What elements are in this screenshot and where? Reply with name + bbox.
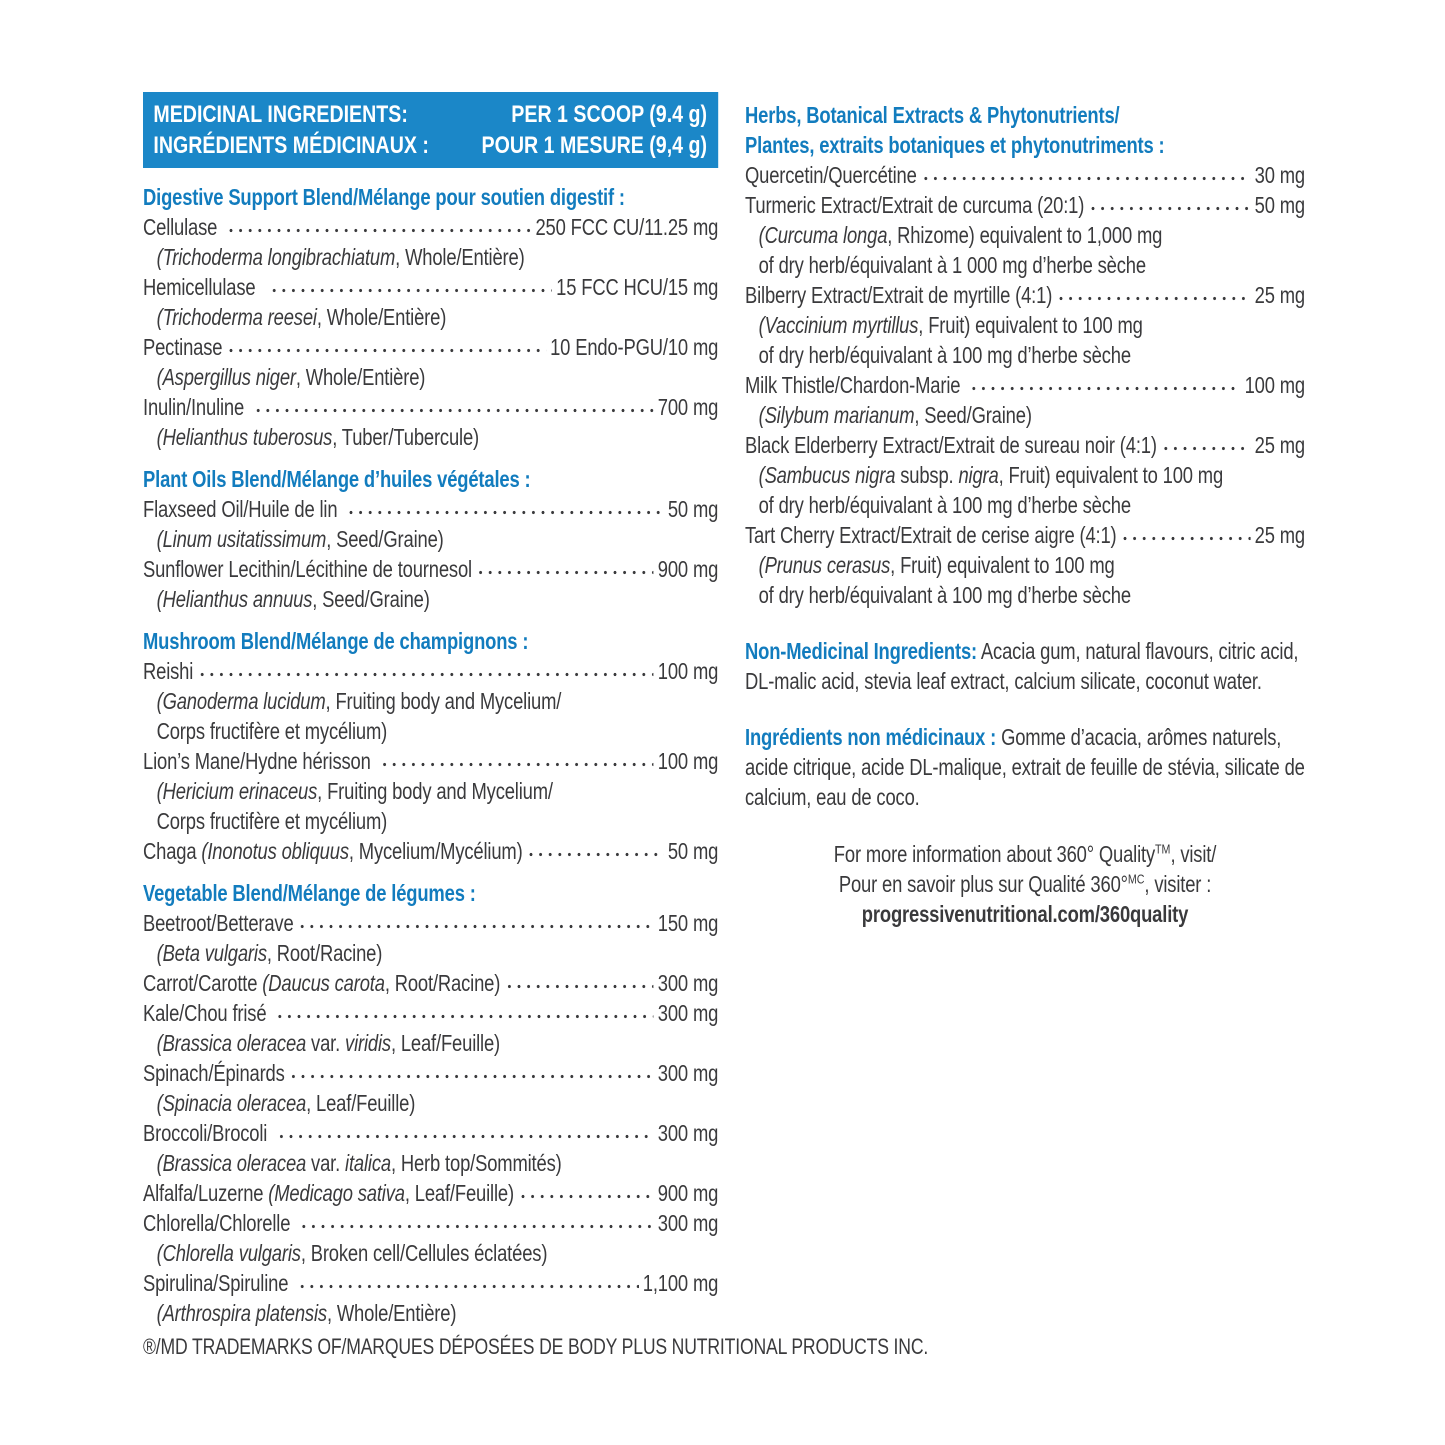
text-segment: (Trichoderma longibrachiatum xyxy=(156,244,396,270)
ingredient-amount: 50 mg xyxy=(667,838,719,864)
dot-leader xyxy=(921,160,1251,190)
ingredient-amount: 300 mg xyxy=(657,1210,719,1236)
header-row-en xyxy=(153,99,707,130)
text-segment: Corps fructifère et mycélium) xyxy=(156,718,388,744)
ingredient-amount: 150 mg xyxy=(657,910,719,936)
ingredient-name xyxy=(143,998,271,1028)
text-segment: (Medicago sativa xyxy=(268,1180,405,1206)
ingredient-name xyxy=(143,332,222,362)
ingredient-amount: 700 mg xyxy=(657,394,719,420)
ingredient-source-line xyxy=(143,524,718,554)
ingredient-name xyxy=(143,836,523,866)
text-segment: , Mycelium/Mycélium) xyxy=(348,838,523,864)
dot-leader xyxy=(346,494,663,524)
dot-leader xyxy=(289,1058,654,1088)
ingredient-name xyxy=(745,430,1157,460)
text-segment: , Rhizome) equivalent to 1,000 mg xyxy=(887,222,1163,248)
ingredient-name xyxy=(745,280,1052,310)
text-segment: Corps fructifère et mycélium) xyxy=(156,808,388,834)
dot-leader xyxy=(299,1208,654,1238)
ingredient-row xyxy=(143,554,718,584)
ingredient-source-line xyxy=(745,250,1305,280)
quality-info-line xyxy=(745,899,1305,929)
text-segment: , Fruiting body and Mycelium/ xyxy=(317,778,553,804)
text-segment: , Fruiting body and Mycelium/ xyxy=(325,688,562,714)
ingredient-name xyxy=(143,656,193,686)
dot-leader xyxy=(1161,430,1251,460)
ingredient-amount: 300 mg xyxy=(657,1120,719,1146)
ingredient-amount: 900 mg xyxy=(657,556,719,582)
text-segment: var. xyxy=(306,1150,346,1176)
ingredient-source-line xyxy=(143,362,718,392)
ingredient-amount: 15 FCC HCU/15 mg xyxy=(556,274,719,300)
text-segment: of dry herb/équivalant à 100 mg d’herbe sèche xyxy=(758,492,1131,518)
ingredient-name xyxy=(143,1058,285,1088)
text-segment: (Sambucus nigra xyxy=(758,462,896,488)
text-segment: (Prunus cerasus xyxy=(758,552,891,578)
text-segment: (Arthrospira platensis xyxy=(156,1300,327,1326)
text-segment: , Whole/Entière) xyxy=(295,364,426,390)
dot-leader xyxy=(1088,190,1250,220)
text-segment: , Seed/Graine) xyxy=(312,586,430,612)
text-segment: progressivenutritional.com/360quality xyxy=(861,901,1189,927)
ingredient-name xyxy=(143,1178,514,1208)
ingredient-amount: 50 mg xyxy=(667,496,719,522)
ingredient-source-line xyxy=(143,584,718,614)
dot-leader xyxy=(298,908,654,938)
ingredient-name xyxy=(143,272,265,302)
non-medicinal-paragraph xyxy=(745,636,1305,696)
right-ingredient-sections xyxy=(745,100,1305,610)
ingredient-source-line xyxy=(745,550,1305,580)
text-segment: of dry herb/équivalant à 100 mg d’herbe sèche xyxy=(758,582,1131,608)
dot-leader xyxy=(276,1118,654,1148)
dot-leader xyxy=(504,968,654,998)
text-segment: Spinach/Épinards xyxy=(143,1060,285,1086)
text-segment: (Chlorella vulgaris xyxy=(156,1240,301,1266)
ingredient-name xyxy=(745,370,965,400)
text-segment: , Fruit) equivalent to 100 mg xyxy=(998,462,1224,488)
ingredient-row xyxy=(143,1118,718,1148)
text-segment: , Seed/Graine) xyxy=(326,526,444,552)
text-segment: Black Elderberry Extract/Extrait de sureau noir (4:1) xyxy=(745,432,1157,458)
section-heading-line: Digestive Support Blend/Mélange pour soutien digestif : xyxy=(143,184,625,210)
text-segment: of dry herb/équivalant à 1 000 mg d’herbe sèche xyxy=(758,252,1146,278)
text-segment: Pectinase xyxy=(143,334,223,360)
text-segment: , visiter : xyxy=(1144,871,1212,897)
ingredient-section xyxy=(143,182,718,452)
text-segment: Milk Thistle/Chardon-Marie xyxy=(745,372,966,398)
left-ingredient-sections xyxy=(143,182,718,1328)
ingredient-source-line xyxy=(745,460,1305,490)
dot-leader xyxy=(297,1268,639,1298)
text-segment: (Beta vulgaris xyxy=(156,940,267,966)
medicinal-ingredients-header xyxy=(143,92,718,168)
ingredient-source-line xyxy=(143,806,718,836)
dot-leader xyxy=(269,272,552,302)
quality-info-block xyxy=(745,839,1305,929)
text-segment: (Helianthus annuus xyxy=(156,586,313,612)
ingredient-section xyxy=(143,626,718,866)
ingredient-row xyxy=(745,370,1305,400)
text-segment: , Fruit) equivalent to 100 mg xyxy=(918,312,1143,338)
ingredient-amount: 100 mg xyxy=(657,658,719,684)
header-serving-fr: POUR 1 MESURE (9,4 g) xyxy=(481,132,707,159)
paragraph-text: Acacia gum, natural flavours, citric acid, DL-malic acid, stevia leaf extract, calcium silicate, coconut water. xyxy=(745,638,1299,694)
dot-leader xyxy=(226,212,531,242)
dot-leader xyxy=(476,554,654,584)
text-segment: (Inonotus obliquus xyxy=(201,838,349,864)
ingredient-source-line xyxy=(745,340,1305,370)
dot-leader xyxy=(380,746,654,776)
dot-leader xyxy=(253,392,654,422)
right-column xyxy=(745,100,1305,929)
ingredient-source-line xyxy=(745,400,1305,430)
text-segment: Bilberry Extract/Extrait de myrtille (4:1) xyxy=(745,282,1053,308)
text-segment: (Vaccinium myrtillus xyxy=(758,312,919,338)
text-segment: , Root/Racine) xyxy=(266,940,383,966)
ingredient-source-line xyxy=(143,1298,718,1328)
ingredient-row xyxy=(143,332,718,362)
left-column xyxy=(143,92,718,1328)
section-heading-line: Vegetable Blend/Mélange de légumes : xyxy=(143,880,476,906)
ingredient-source-line xyxy=(143,716,718,746)
ingredient-row xyxy=(143,656,718,686)
text-segment: Broccoli/Brocoli xyxy=(143,1120,273,1146)
text-segment: (Helianthus tuberosus xyxy=(156,424,333,450)
section-heading-line: Plantes, extraits botaniques et phytonutriments : xyxy=(745,132,1165,158)
ingredient-name xyxy=(143,392,249,422)
quality-info-line xyxy=(745,839,1305,869)
text-segment: (Brassica oleracea xyxy=(156,1150,307,1176)
text-segment: , visit/ xyxy=(1170,841,1217,867)
ingredient-row xyxy=(143,272,718,302)
ingredient-name xyxy=(143,494,342,524)
ingredient-source-line xyxy=(143,422,718,452)
ingredient-source-line xyxy=(143,938,718,968)
dot-leader xyxy=(275,998,653,1028)
ingredient-amount: 25 mg xyxy=(1254,432,1305,458)
text-segment: (Spinacia oleracea xyxy=(156,1090,307,1116)
text-segment: Beetroot/Betterave xyxy=(143,910,294,936)
dot-leader xyxy=(1121,520,1251,550)
text-segment: italica xyxy=(345,1150,391,1176)
ingredient-source-line xyxy=(143,1028,718,1058)
text-segment: Lion’s Mane/Hydne hérisson xyxy=(143,748,376,774)
text-segment: of dry herb/équivalant à 100 mg d’herbe sèche xyxy=(758,342,1131,368)
text-segment: (Trichoderma reesei xyxy=(156,304,317,330)
ingredient-amount: 100 mg xyxy=(657,748,719,774)
text-segment: (Curcuma longa xyxy=(758,222,888,248)
header-row-fr xyxy=(153,130,707,161)
ingredient-source-line xyxy=(143,1088,718,1118)
text-segment: Alfalfa/Luzerne xyxy=(143,1180,269,1206)
ingredient-amount: 300 mg xyxy=(657,1000,719,1026)
ingredient-name xyxy=(143,1118,272,1148)
dot-leader xyxy=(197,656,654,686)
section-heading-line: Plant Oils Blend/Mélange d’huiles végétales : xyxy=(143,466,531,492)
ingredient-source-line xyxy=(143,302,718,332)
text-segment: , Root/Racine) xyxy=(384,970,501,996)
text-segment: (Aspergillus niger xyxy=(156,364,296,390)
ingredient-row xyxy=(745,280,1305,310)
ingredient-source-line xyxy=(143,776,718,806)
text-segment: Flaxseed Oil/Huile de lin xyxy=(143,496,343,522)
text-segment: Cellulase xyxy=(143,214,223,240)
text-segment: , Whole/Entière) xyxy=(395,244,525,270)
quality-info-line xyxy=(745,869,1305,899)
text-segment: , Tuber/Tubercule) xyxy=(332,424,480,450)
ingredient-name xyxy=(143,968,500,998)
text-segment: For more information about 360° Quality xyxy=(833,841,1156,867)
text-segment: nigra xyxy=(958,462,999,488)
text-segment: (Ganoderma lucidum xyxy=(156,688,326,714)
paragraph-text: Gomme d’acacia, arômes naturels, acide citrique, acide DL-malique, extrait de feuille de stévia, silicate de calcium, eau de coco. xyxy=(745,724,1305,810)
ingredient-amount: 25 mg xyxy=(1254,522,1305,548)
ingredient-source-line xyxy=(745,490,1305,520)
text-segment: Chaga xyxy=(143,838,202,864)
paragraph-lead: Ingrédients non médicinaux : xyxy=(745,724,997,750)
text-segment: (Brassica oleracea xyxy=(156,1030,307,1056)
text-segment: , Leaf/Feuille) xyxy=(404,1180,514,1206)
ingredient-row xyxy=(143,908,718,938)
ingredient-row xyxy=(143,998,718,1028)
non-medicinal-paragraph xyxy=(745,722,1305,812)
text-segment: Chlorella/Chlorelle xyxy=(143,1210,296,1236)
text-segment: Inulin/Inuline xyxy=(143,394,250,420)
ingredient-row xyxy=(143,1268,718,1298)
ingredient-name xyxy=(143,554,472,584)
section-heading-line: Herbs, Botanical Extracts & Phytonutrients/ xyxy=(745,102,1120,128)
non-medicinal-paragraphs xyxy=(745,636,1305,812)
ingredient-source-line xyxy=(745,310,1305,340)
ingredient-amount: 25 mg xyxy=(1254,282,1305,308)
text-segment: , Whole/Entière) xyxy=(316,304,447,330)
ingredient-row xyxy=(745,430,1305,460)
text-segment: Carrot/Carotte xyxy=(143,970,263,996)
ingredient-row xyxy=(143,1058,718,1088)
text-segment: , Leaf/Feuille) xyxy=(390,1030,501,1056)
text-segment: (Daucus carota xyxy=(262,970,385,996)
ingredient-source-line xyxy=(143,1148,718,1178)
text-segment: Sunflower Lecithin/Lécithine de tournesol xyxy=(143,556,472,582)
section-heading xyxy=(745,100,1305,160)
text-segment: Tart Cherry Extract/Extrait de cerise aigre (4:1) xyxy=(745,522,1117,548)
text-segment: , Broken cell/Cellules éclatées) xyxy=(300,1240,548,1266)
text-segment: var. xyxy=(306,1030,346,1056)
ingredient-row xyxy=(143,212,718,242)
ingredient-row xyxy=(143,392,718,422)
ingredient-source-line xyxy=(745,580,1305,610)
text-segment: Kale/Chou frisé xyxy=(143,1000,272,1026)
ingredient-name xyxy=(143,1208,295,1238)
text-segment: viridis xyxy=(345,1030,391,1056)
ingredient-source-line xyxy=(143,686,718,716)
ingredient-section xyxy=(143,878,718,1328)
ingredient-section xyxy=(745,100,1305,610)
ingredient-row xyxy=(745,520,1305,550)
ingredient-row xyxy=(745,160,1305,190)
text-segment: MC xyxy=(1127,871,1145,887)
ingredient-name xyxy=(745,520,1117,550)
ingredient-source-line xyxy=(143,242,718,272)
ingredient-source-line xyxy=(143,1238,718,1268)
ingredient-name xyxy=(143,746,376,776)
ingredient-name xyxy=(143,908,294,938)
ingredient-row xyxy=(143,836,718,866)
header-serving-en: PER 1 SCOOP (9.4 g) xyxy=(511,101,707,128)
ingredient-row xyxy=(143,968,718,998)
paragraph-lead: Non-Medicinal Ingredients: xyxy=(745,638,977,664)
section-heading xyxy=(143,182,718,212)
section-heading-line: Mushroom Blend/Mélange de champignons : xyxy=(143,628,529,654)
text-segment: (Hericium erinaceus xyxy=(156,778,318,804)
text-segment: , Herb top/Sommités) xyxy=(390,1150,562,1176)
text-segment: Reishi xyxy=(143,658,194,684)
dot-leader xyxy=(969,370,1240,400)
ingredient-name xyxy=(143,212,222,242)
text-segment: subsp. xyxy=(895,462,959,488)
ingredient-amount: 1,100 mg xyxy=(642,1270,719,1296)
ingredient-amount: 300 mg xyxy=(657,1060,719,1086)
text-segment: Turmeric Extract/Extrait de curcuma (20:1) xyxy=(745,192,1085,218)
ingredient-amount: 50 mg xyxy=(1254,192,1305,218)
ingredient-name xyxy=(143,1268,293,1298)
ingredient-row xyxy=(143,1208,718,1238)
text-segment: , Leaf/Feuille) xyxy=(306,1090,416,1116)
text-segment: Quercetin/Quercétine xyxy=(745,162,917,188)
dot-leader xyxy=(518,1178,654,1208)
ingredient-row xyxy=(143,1178,718,1208)
text-segment: (Silybum marianum xyxy=(758,402,915,428)
text-segment: Hemicellulase xyxy=(143,274,266,300)
dot-leader xyxy=(1056,280,1250,310)
ingredient-name xyxy=(745,160,917,190)
ingredient-amount: 100 mg xyxy=(1244,372,1305,398)
dot-leader xyxy=(226,332,546,362)
text-segment: Pour en savoir plus sur Qualité 360° xyxy=(838,871,1128,897)
ingredient-row xyxy=(143,494,718,524)
header-title-en: MEDICINAL INGREDIENTS: xyxy=(153,101,408,128)
ingredient-amount: 30 mg xyxy=(1254,162,1305,188)
ingredient-amount: 250 FCC CU/11.25 mg xyxy=(535,214,719,240)
section-heading xyxy=(143,626,718,656)
header-title-fr: INGRÉDIENTS MÉDICINAUX : xyxy=(153,132,429,159)
trademark-footer: ®/MD TRADEMARKS OF/MARQUES DÉPOSÉES DE BODY PLUS NUTRITIONAL PRODUCTS INC. xyxy=(143,1334,929,1359)
ingredient-amount: 10 Endo-PGU/10 mg xyxy=(550,334,719,360)
section-heading xyxy=(143,878,718,908)
ingredient-name xyxy=(745,190,1084,220)
section-heading xyxy=(143,464,718,494)
ingredient-amount: 900 mg xyxy=(657,1180,719,1206)
text-segment: (Linum usitatissimum xyxy=(156,526,327,552)
text-segment: , Seed/Graine) xyxy=(914,402,1032,428)
ingredient-amount: 300 mg xyxy=(657,970,719,996)
dot-leader xyxy=(527,836,664,866)
text-segment: Spirulina/Spiruline xyxy=(143,1270,294,1296)
text-segment: TM xyxy=(1155,841,1171,857)
ingredient-section xyxy=(143,464,718,614)
ingredient-source-line xyxy=(745,220,1305,250)
ingredient-row xyxy=(745,190,1305,220)
text-segment: , Fruit) equivalent to 100 mg xyxy=(890,552,1115,578)
ingredient-row xyxy=(143,746,718,776)
text-segment: , Whole/Entière) xyxy=(326,1300,457,1326)
